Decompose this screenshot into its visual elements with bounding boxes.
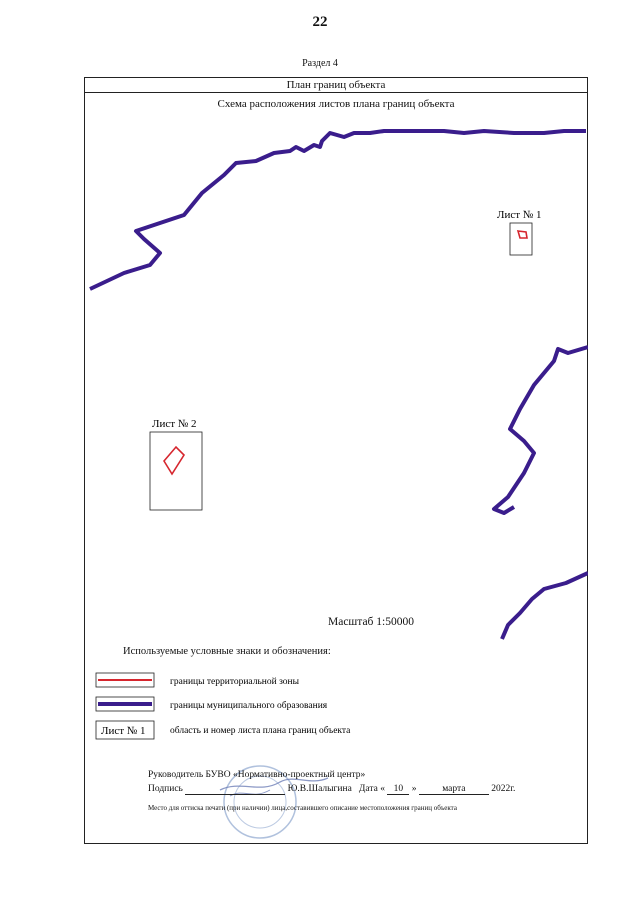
plan-title: План границ объекта xyxy=(84,77,588,93)
sign-label: Подпись xyxy=(148,784,183,794)
municipal-boundary-bottom xyxy=(502,573,588,639)
stamp-note: Место для оттиска печати (при наличии) лица,составившего описание местоположения границ объекта xyxy=(148,804,457,812)
scale-text: Масштаб 1:50000 xyxy=(328,616,414,628)
footer-signature-line xyxy=(148,784,515,795)
date-mid: » xyxy=(411,784,417,794)
date-prefix: Дата « xyxy=(358,784,385,794)
sheet-1-box xyxy=(510,223,532,255)
page-number: 22 xyxy=(312,14,328,30)
legend-text-zone: границы территориальной зоны xyxy=(170,677,300,687)
section-label: Раздел 4 xyxy=(302,58,338,69)
legend-sheet-box-label: Лист № 1 xyxy=(101,725,146,737)
municipal-boundary-right xyxy=(494,347,588,513)
date-day: 10 xyxy=(387,784,409,795)
legend-text-municipal: границы муниципального образования xyxy=(170,701,328,711)
legend-heading: Используемые условные знаки и обозначения: xyxy=(123,646,331,657)
sheet-2-label: Лист № 2 xyxy=(152,418,197,430)
scheme-title: Схема расположения листов плана границ объекта xyxy=(217,98,455,110)
sheet-2-box xyxy=(150,432,202,510)
scheme-map xyxy=(84,93,588,843)
signature-blank xyxy=(185,784,285,795)
signer-name: Ю.В.Шалыгина xyxy=(287,784,352,794)
date-month: марта xyxy=(419,784,489,795)
footer-head-line: Руководитель БУВО «Нормативно-проектный центр» xyxy=(148,770,366,780)
legend-text-sheet: область и номер листа плана границ объекта xyxy=(170,726,351,736)
date-year: 2022г. xyxy=(491,784,516,794)
sheet-1-label: Лист № 1 xyxy=(497,209,542,221)
